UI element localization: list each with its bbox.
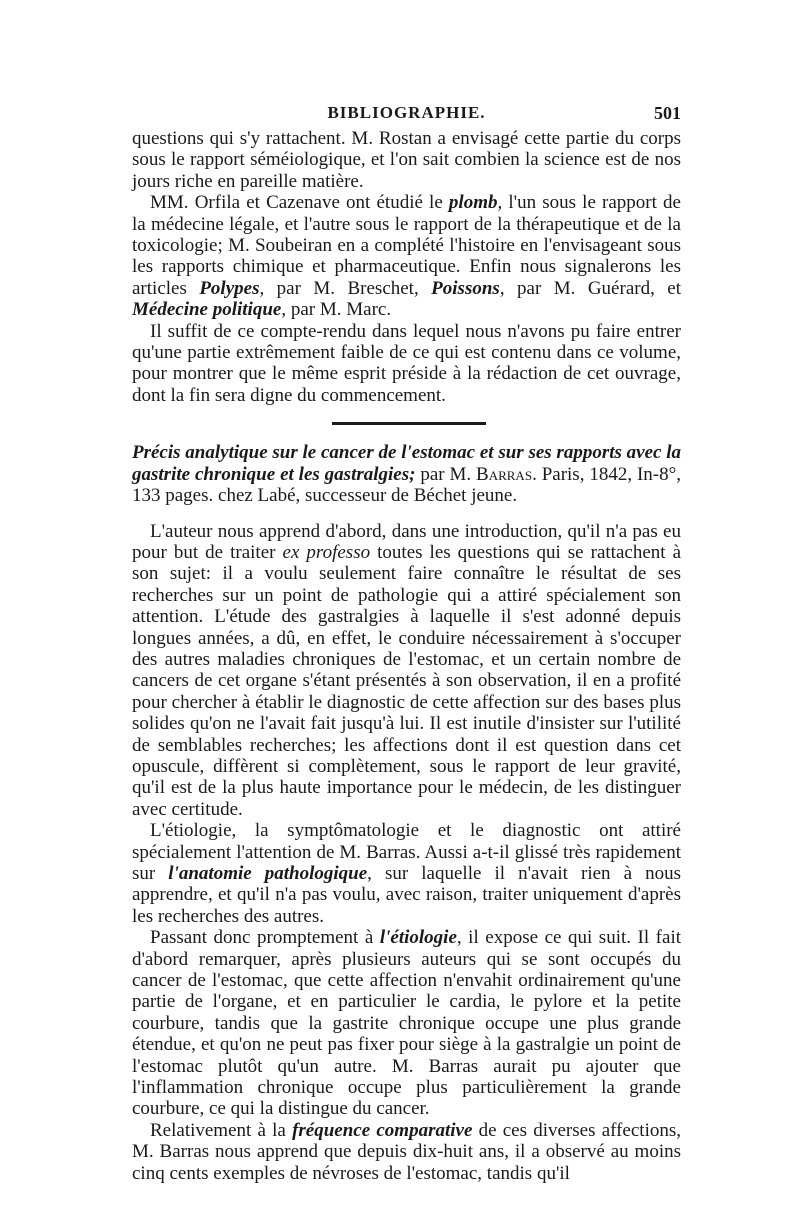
paragraph-introduction: L'auteur nous apprend d'abord, dans une introduction, qu'il n'a pas eu pour but de traiter ex professo toutes les questions qui se rattachent à son sujet: il a voulu seulement faire connaître le résultat de ses recherches sur un point de pathologie qui a attiré spécialement son attention. L'étude des gastralgies à laquelle il s'est adonné depuis longues années, a dû, en effet, le conduire nécessairement à s'occuper des autres maladies chroniques de l'estomac, et un certain nombre de cancers de cet organe s'étant présentés à son observation, il en a profité pour chercher à établir le diagnostic de cette affection sur des bases plus solides qu'on ne l'avait fait jusqu'à lui. Il est inutile d'insister sur l'utilité de semblables recherches; les affections dont il est question dans cet opuscule, diffèrent si complètement, sous le rapport de leur gravité, qu'il est de la plus haute importance pour le médecin, de les distinguer avec certitude. (132, 520, 681, 820)
paragraph-etiologie-overview: L'étiologie, la symptômatologie et le diagnostic ont attiré spécialement l'attention de M. Barras. Aussi a-t-il glissé très rapidement sur l'anatomie pathologique, sur laquelle il n'avait rien à nous apprendre, et qu'il n'a pas voulu, avec raison, traiter uniquement d'après les recherches des autres. (132, 820, 681, 927)
term-etiologie: l'étiologie (379, 927, 457, 949)
review-author: Barras (476, 463, 533, 485)
term-anatomie-pathologique: l'anatomie pathologique (168, 863, 368, 884)
section-divider (132, 406, 681, 436)
article-poissons: Poissons (431, 277, 500, 299)
running-title: BIBLIOGRAPHIE. (327, 103, 486, 122)
text-block (132, 128, 681, 1184)
paragraph-compte-rendu: Il suffit de ce compte-rendu dans lequel nous n'avons pu faire entrer qu'une partie extrêmement faible de ce qui est contenu dans ce volume, pour montrer que le même esprit préside à la rédaction de cet ouvrage, dont la fin sera digne du commencement. (132, 320, 681, 406)
paragraph-etiologie: Passant donc promptement à l'étiologie, il expose ce qui suit. Il fait d'abord remarquer, après plusieurs auteurs qui se sont occupés du cancer de l'estomac, que cette affection n'envahit ordinairement qu'une partie de l'organe, et en particulier le cardia, le pylore et la petite courbure, tandis que la gastrite chronique occupe une plus grande étendue, et qu'on ne peut pas fixer pour siège à la gastralgie un point de l'estomac plutôt qu'un autre. M. Barras aurait pu ajouter que l'inflammation chronique occupe plus particulièrement la grande courbure, ce qui la distingue du cancer. (132, 927, 681, 1120)
divider-rule (332, 422, 486, 425)
review-heading: Précis analytique sur le cancer de l'estomac et sur ses rapports avec la gastrite chronique et les gastralgies; par M. Barras. Paris, 1842, In-8°, 133 pages. chez Labé, successeur de Béchet jeune. (132, 442, 681, 507)
term-ex-professo: ex professo (282, 541, 371, 563)
article-medecine-politique: Médecine politique (132, 299, 282, 321)
article-polypes: Polypes (199, 277, 260, 299)
paragraph-continuation: questions qui s'y rattachent. M. Rostan a envisagé cette partie du corps sous le rapport séméiologique, et l'on sait combien la science est de nos jours riche en pareille matière. (132, 128, 681, 192)
paragraph-orfila: MM. Orfila et Cazenave ont étudié le plomb, l'un sous le rapport de la médecine légale, et l'autre sous le rapport de la thérapeutique et de la toxicologie; M. Soubeiran en a complété l'histoire en l'envisageant sous les rapports chimique et pharmaceutique. Enfin nous signalerons les articles Polypes, par M. Breschet, Poissons, par M. Guérard, et Médecine politique, par M. Marc. (132, 192, 681, 321)
term-frequence-comparative: fréquence comparative (292, 1119, 473, 1141)
review-publication: . Paris, 1842, In-8°, 133 pages. chez Labé, successeur de Béchet jeune. (132, 463, 681, 507)
term-plomb: plomb (448, 192, 498, 214)
review-title: Précis analytique sur le cancer de l'estomac et sur ses rapports avec la gastrite chronique et les gastralgies; (132, 442, 681, 485)
page-number: 501 (654, 103, 681, 123)
page-header (132, 103, 681, 127)
paragraph-frequence: Relativement à la fréquence comparative de ces diverses affections, M. Barras nous apprend que depuis dix-huit ans, il a observé au moins cinq cents exemples de névroses de l'estomac, tandis qu'il (132, 1119, 681, 1184)
